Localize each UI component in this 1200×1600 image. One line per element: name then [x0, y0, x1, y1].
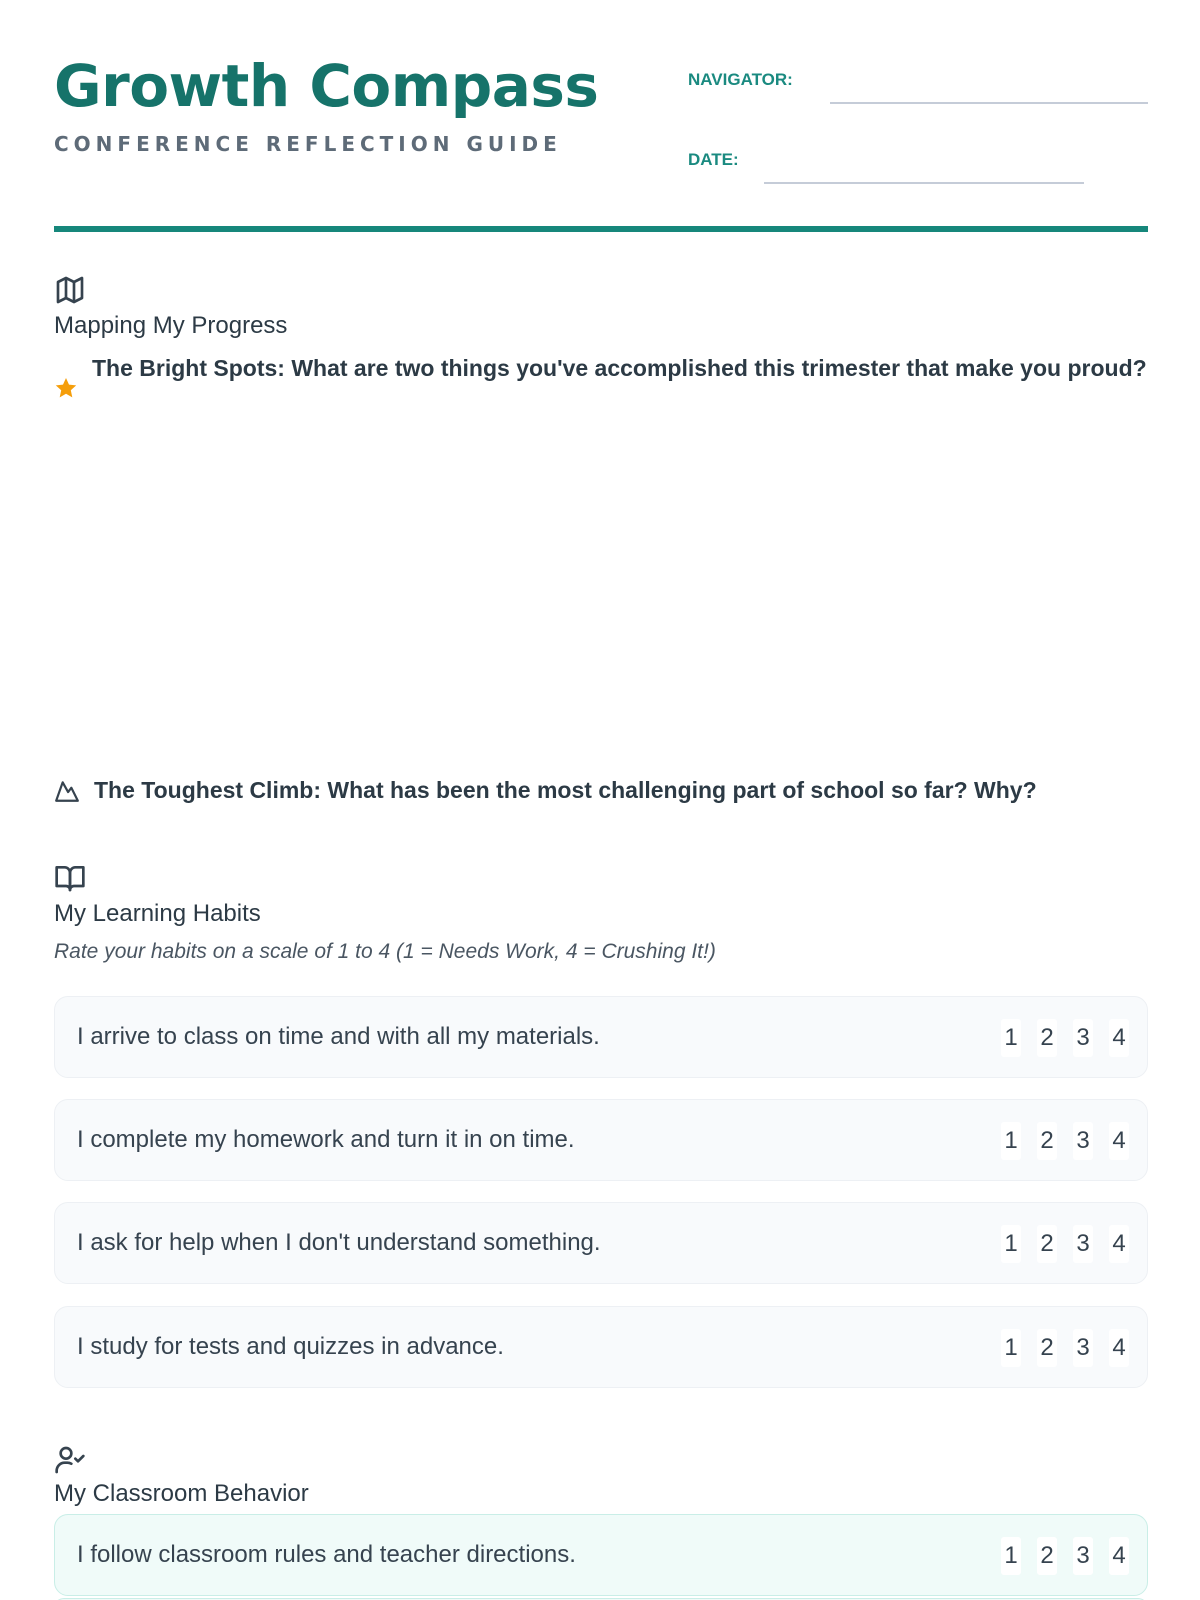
date-field[interactable]	[764, 182, 1084, 184]
rating-option-4[interactable]: 4	[1109, 1019, 1129, 1057]
rating-option-4[interactable]: 4	[1109, 1329, 1129, 1367]
map-icon	[54, 274, 86, 306]
habit-row-2	[54, 1099, 1148, 1181]
rating-scale	[1001, 1537, 1129, 1575]
rating-option-3[interactable]: 3	[1073, 1122, 1093, 1160]
navigator-field[interactable]	[830, 102, 1148, 104]
rating-option-3[interactable]: 3	[1073, 1225, 1093, 1263]
prompt-bright-spots: The Bright Spots: What are two things you've accomplished this trimester that make you proud?	[92, 355, 1147, 381]
habit-row-1	[54, 996, 1148, 1078]
rating-option-3[interactable]: 3	[1073, 1019, 1093, 1057]
section-title-progress: Mapping My Progress	[54, 312, 288, 339]
habit-row-3	[54, 1202, 1148, 1284]
rating-option-1[interactable]: 1	[1001, 1225, 1021, 1263]
answer-area-bright-spots[interactable]	[92, 436, 1148, 736]
rating-scale	[1001, 1019, 1129, 1057]
rating-option-1[interactable]: 1	[1001, 1019, 1021, 1057]
page-header	[54, 52, 1148, 234]
star-icon	[54, 376, 78, 400]
rating-option-4[interactable]: 4	[1109, 1122, 1129, 1160]
section-title-habits: My Learning Habits	[54, 900, 261, 927]
habit-row-4	[54, 1306, 1148, 1388]
rating-option-3[interactable]: 3	[1073, 1537, 1093, 1575]
section-title-behavior: My Classroom Behavior	[54, 1480, 309, 1507]
header-divider	[54, 226, 1148, 232]
rating-option-1[interactable]: 1	[1001, 1537, 1021, 1575]
page-title: Growth Compass	[54, 52, 599, 120]
rating-option-2[interactable]: 2	[1037, 1329, 1057, 1367]
date-label: DATE:	[688, 150, 739, 169]
behavior-statement: I follow classroom rules and teacher directions.	[77, 1541, 576, 1568]
prompt-toughest-climb: The Toughest Climb: What has been the most challenging part of school so far? Why?	[94, 777, 1037, 803]
rating-option-2[interactable]: 2	[1037, 1537, 1057, 1575]
habit-statement: I ask for help when I don't understand something.	[77, 1229, 601, 1256]
book-open-icon	[54, 862, 86, 894]
user-check-icon	[54, 1444, 86, 1476]
habit-statement: I arrive to class on time and with all my materials.	[77, 1023, 600, 1050]
rating-option-4[interactable]: 4	[1109, 1537, 1129, 1575]
rating-instructions: Rate your habits on a scale of 1 to 4 (1 = Needs Work, 4 = Crushing It!)	[54, 940, 716, 963]
navigator-label: NAVIGATOR:	[688, 70, 793, 89]
rating-option-2[interactable]: 2	[1037, 1122, 1057, 1160]
rating-scale	[1001, 1225, 1129, 1263]
rating-option-3[interactable]: 3	[1073, 1329, 1093, 1367]
habit-statement: I study for tests and quizzes in advance.	[77, 1333, 504, 1360]
page-subtitle: CONFERENCE REFLECTION GUIDE	[54, 132, 562, 156]
mountain-icon	[54, 778, 80, 804]
rating-scale	[1001, 1329, 1129, 1367]
habit-statement: I complete my homework and turn it in on time.	[77, 1126, 575, 1153]
answer-area-toughest-climb[interactable]	[94, 812, 1148, 852]
rating-option-4[interactable]: 4	[1109, 1225, 1129, 1263]
rating-option-2[interactable]: 2	[1037, 1225, 1057, 1263]
rating-option-2[interactable]: 2	[1037, 1019, 1057, 1057]
behavior-row-1	[54, 1514, 1148, 1596]
rating-option-1[interactable]: 1	[1001, 1122, 1021, 1160]
rating-option-1[interactable]: 1	[1001, 1329, 1021, 1367]
rating-scale	[1001, 1122, 1129, 1160]
